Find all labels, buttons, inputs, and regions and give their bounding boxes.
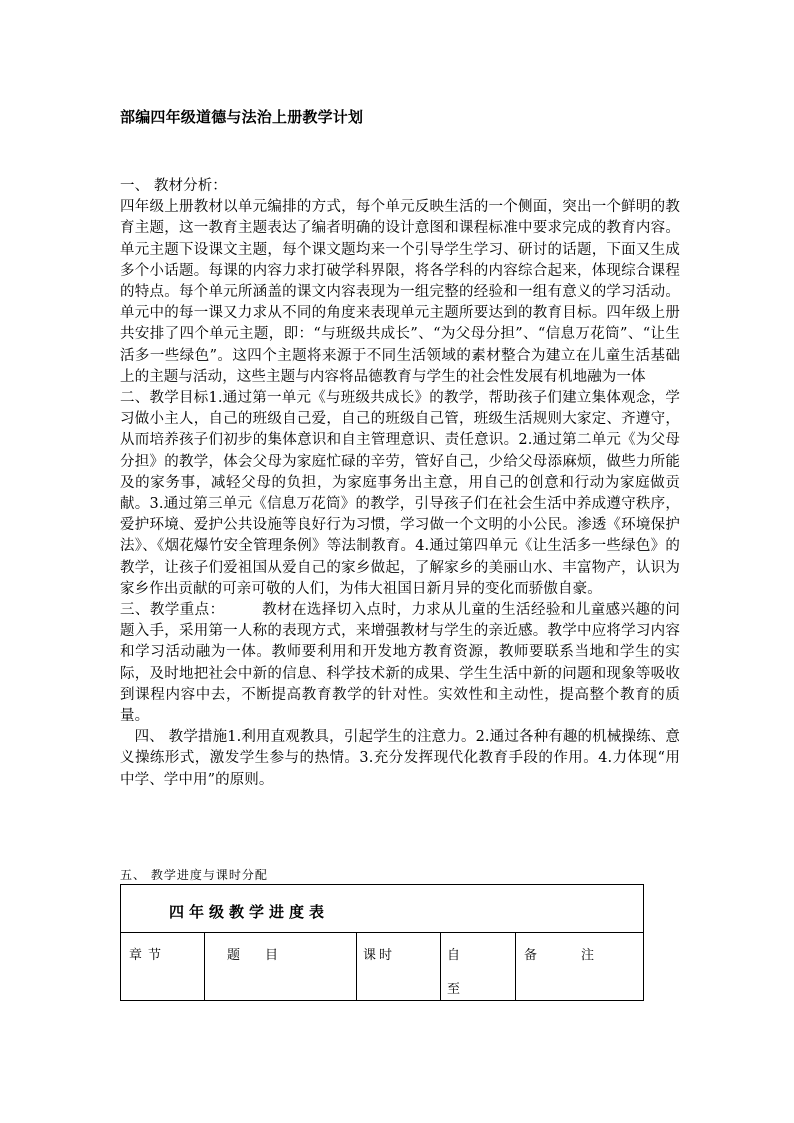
header-to-label: 至 (447, 982, 467, 997)
paragraph-textbook-analysis: 四年级上册教材以单元编排的方式，每个单元反映生活的一个侧面，突出一个鲜明的教育主题，这一教育主题表达了编者明确的设计意图和课程标准中要求完成的教育内容。单元主题下设课文主题，每个课文题均来一个引导学生学习、研讨的话题，下面又生成多个小话题。每课的内容力求打破学科界限，将各学科的内容综合起来，体现综合课程的特点。每个单元所涵盖的课文内容表现为一组完整的经验和一组有意义的学习活动。单元中的每一课又力求从不同的角度来表现单元主题所要达到的教育目标。四年级上册共安排了四个单元主题，即：“与班级共成长”、“为父母分担”、“信息万花筒”、“让生活多一些绿色”。这四个主题将来源于不同生活领域的素材整合为建立在儿童生活基础上的主题与活动，这些主题与内容将品德教育与学生的社会性发展有机地融为一体 (120, 199, 680, 385)
header-remarks-label: 备 注 (524, 948, 601, 963)
header-chapter-label: 章节 (129, 948, 168, 963)
schedule-table (120, 884, 644, 1001)
schedule-table-title: 四年级教学进度表 (169, 903, 330, 921)
schedule-table-title-row (121, 885, 643, 933)
header-cell-topic (205, 932, 357, 1001)
header-cell-hours (357, 932, 441, 1001)
header-cell-chapter (121, 932, 205, 1001)
paragraph-teaching-measures: 四、 教学措施1.利用直观教具，引起学生的注意力。2.通过各种有趣的机械操练、意义操练形式，激发学生参与的热情。3.充分发挥现代化教育手段的作用。4.力体现“用中学、学中用”的原则。 (120, 729, 680, 788)
header-hours-label: 课时 (363, 948, 396, 963)
header-cell-remarks (516, 932, 644, 1001)
section-heading-1: 一、 教材分析： (120, 178, 227, 194)
table-caption: 五、 教学进度与课时分配 (120, 868, 268, 882)
header-cell-from-to (441, 932, 516, 1001)
header-topic-label: 题 目 (227, 948, 285, 963)
paragraph-teaching-focus: 三、教学重点： 教材在选择切入点时，力求从儿童的生活经验和儿童感兴趣的问题入手，采用第一人称的表现方式，来增强教材与学生的亲近感。教学中应将学习内容和学习活动融为一体。教师要利用和开发地方教育资源，教师要联系当地和学生的实际，及时地把社会中新的信息、科学技术新的成果、学生生活中新的问题和现象等吸收到课程内容中去，不断提高教育教学的针对性。实效性和主动性，提高整个教育的质量。 (120, 602, 680, 725)
document-body (120, 176, 680, 791)
paragraph-teaching-goals: 二、教学目标1.通过第一单元《与班级共成长》的教学，帮助孩子们建立集体观念，学习做小主人，自己的班级自己爱，自己的班级自己管，班级生活规则大家定、齐遵守，从而培养孩子们初步的集体意识和自主管理意识、责任意识。2.通过第二单元《为父母分担》的教学，体会父母为家庭忙碌的辛劳，管好自己，少给父母添麻烦，做些力所能及的家务事，减轻父母的负担，为家庭事务出主意，用自己的创意和行动为家庭做贡献。3.通过第三单元《信息万花筒》的教学，引导孩子们在社会生活中养成遵守秩序，爱护环境、爱护公共设施等良好行为习惯，学习做一个文明的小公民。渗透《环境保护法》、《烟花爆竹安全管理条例》等法制教育。4.通过第四单元《让生活多一些绿色》的教学，让孩子们爱祖国从爱自己的家乡做起，了解家乡的美丽山水、丰富物产，认识为家乡作出贡献的可亲可敬的人们，为伟大祖国日新月异的变化而骄傲自豪。 (120, 390, 680, 597)
header-from-label: 自 (447, 948, 467, 963)
document-title: 部编四年级道德与法治上册教学计划 (120, 108, 364, 126)
